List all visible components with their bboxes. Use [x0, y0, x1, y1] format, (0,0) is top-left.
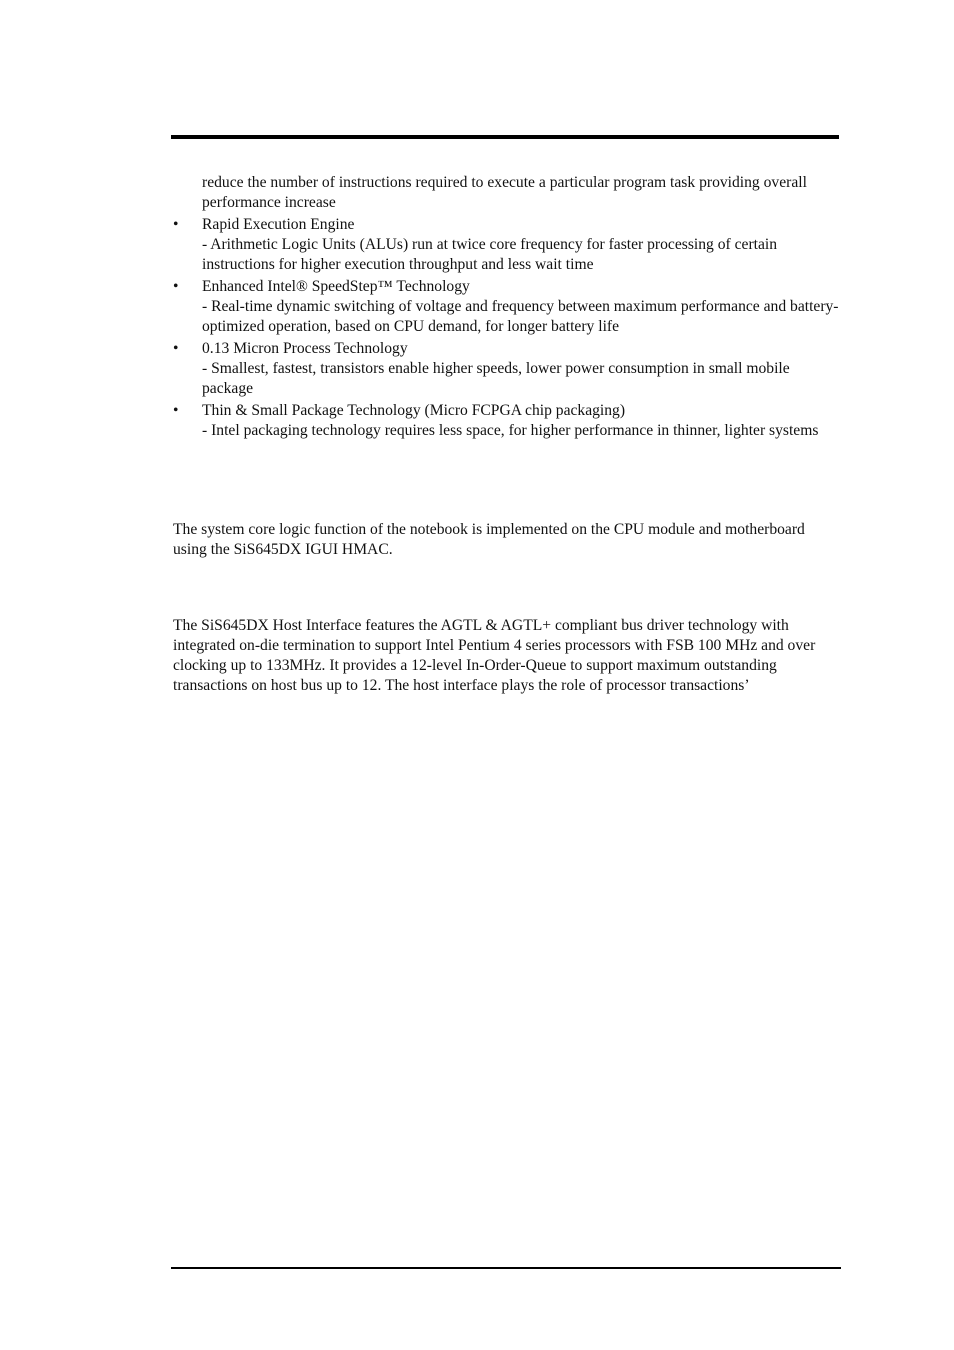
bullet-icon: • — [173, 340, 179, 357]
feature-title: Rapid Execution Engine — [202, 216, 355, 233]
list-item — [173, 401, 842, 441]
feature-title: 0.13 Micron Process Technology — [202, 340, 408, 357]
list-item — [173, 339, 842, 399]
continuation-text: reduce the number of instructions required to execute a particular program task providing overall performance increase — [202, 174, 807, 211]
core-logic-paragraph: The system core logic function of the notebook is implemented on the CPU module and motherboard using the SiS645DX IGUI HMAC. — [173, 521, 805, 558]
feature-description: - Arithmetic Logic Units (ALUs) run at twice core frequency for faster processing of certain instructions for higher execution throughput and less wait time — [202, 236, 778, 273]
feature-description: - Smallest, fastest, transistors enable higher speeds, lower power consumption in small mobile package — [202, 360, 790, 397]
feature-description: - Real-time dynamic switching of voltage and frequency between maximum performance and battery-optimized operation, based on CPU demand, for longer battery life — [202, 298, 839, 335]
feature-title: Thin & Small Package Technology (Micro FCPGA chip packaging) — [202, 402, 626, 419]
bullet-icon: • — [173, 216, 179, 233]
footer-rule — [171, 1267, 841, 1269]
bullet-icon: • — [173, 278, 179, 295]
bullet-icon: • — [173, 402, 179, 419]
host-interface-paragraph: The SiS645DX Host Interface features the AGTL & AGTL+ compliant bus driver technology with integrated on-die termination to support Intel Pentium 4 series processors with FSB 100 MHz and over clocking up to 133MHz. It provides a 12-level In-Order-Queue to support maximum outstanding transactions on host bus up to 12. The host interface plays the role of processor transactions’ — [173, 617, 816, 694]
feature-list — [173, 215, 842, 443]
feature-description: - Intel packaging technology requires less space, for higher performance in thinner, lighter systems — [202, 422, 819, 439]
feature-title: Enhanced Intel® SpeedStep™ Technology — [202, 278, 470, 295]
list-item — [173, 277, 842, 337]
header-rule — [171, 135, 839, 139]
list-item — [173, 215, 842, 275]
